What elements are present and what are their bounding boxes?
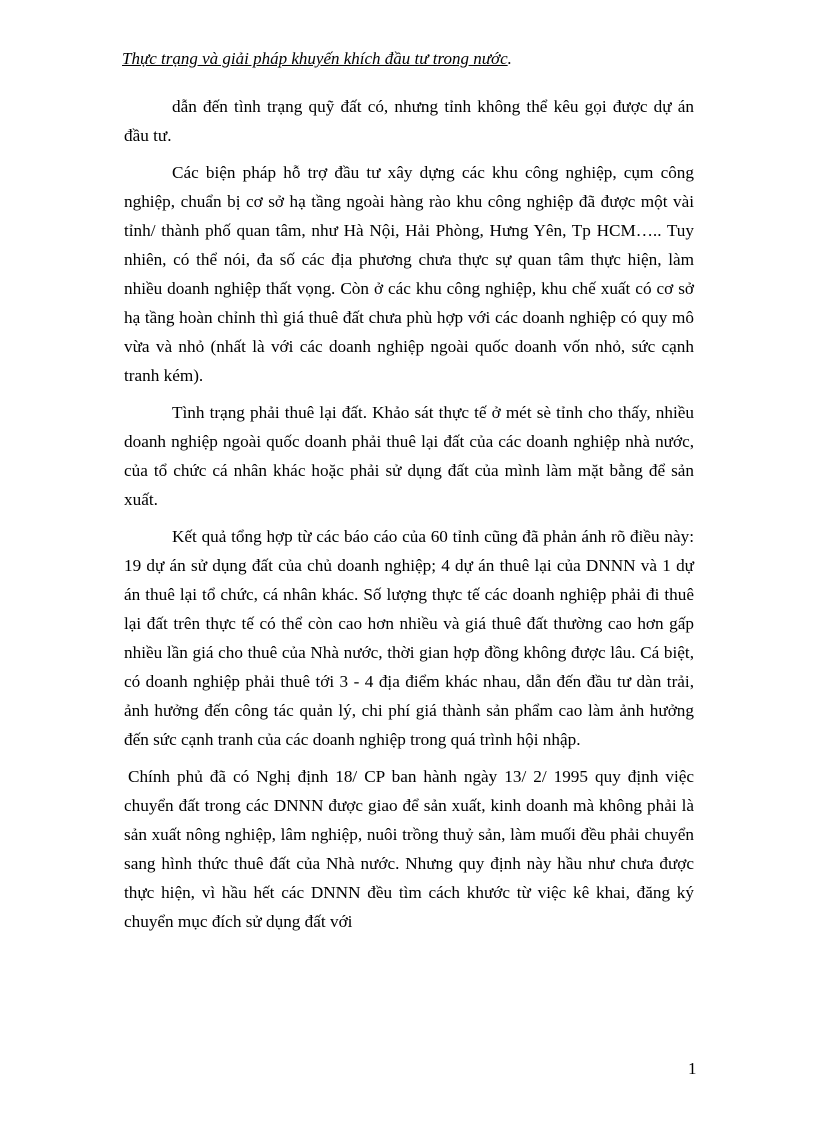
header-title: Thực trạng và giải pháp khuyến khích đầu tư trong nước xyxy=(122,49,508,68)
paragraph-infrastructure: Các biện pháp hỗ trợ đầu tư xây dựng các khu công nghiệp, cụm công nghiệp, chuẩn bị cơ sở hạ tầng ngoài hàng rào khu công nghiệp đã được một vài tỉnh/ thành phố quan tâm, như Hà Nội, Hải Phòng, Hưng Yên, Tp HCM….. Tuy nhiên, có thể nói, đa số các địa phương chưa thực sự quan tâm thực hiện, làm nhiều doanh nghiệp thất vọng. Còn ở các khu công nghiệp, khu chế xuất có cơ sở hạ tầng hoàn chỉnh thì giá thuê đất chưa phù hợp với các doanh nghiệp có quy mô vừa và nhỏ (nhất là với các doanh nghiệp ngoài quốc doanh vốn nhỏ, sức cạnh tranh kém). xyxy=(124,163,694,385)
paragraph-survey-results: Kết quả tổng hợp từ các báo cáo của 60 tỉnh cũng đã phản ánh rõ điều này: 19 dự án sử dụng đất của chủ doanh nghiệp; 4 dự án thuê lại của DNNN và 1 dự án thuê lại tổ chức, cá nhân khác. Số lượng thực tế các doanh nghiệp phải đi thuê lại đất trên thực tế có thể còn cao hơn nhiều và giá thuê đất thường cao hơn gấp nhiều lần giá cho thuê của Nhà nước, thời gian hợp đồng không được lâu. Cá biệt, có doanh nghiệp phải thuê tới 3 - 4 địa điểm khác nhau, dẫn đến đầu tư dàn trải, ảnh hưởng đến công tác quản lý, chi phí giá thành sản phẩm cao làm ảnh hưởng đến sức cạnh tranh của các doanh nghiệp trong quá trình hội nhập. xyxy=(124,527,694,749)
paragraph-land-lease: Tình trạng phải thuê lại đất. Khảo sát thực tế ở mét sè tỉnh cho thấy, nhiều doanh nghiệp ngoài quốc doanh phải thuê lại đất của các doanh nghiệp nhà nước, của tổ chức cá nhân khác hoặc phải sử dụng đất của mình làm mặt bằng để sản xuất. xyxy=(124,403,694,509)
header-suffix: . xyxy=(507,49,512,68)
running-header xyxy=(122,48,512,70)
page-number: 1 xyxy=(688,1059,697,1078)
body-text xyxy=(124,92,694,944)
paragraph-continuation: dẫn đến tình trạng quỹ đất có, nhưng tỉnh không thể kêu gọi được dự án đầu tư. xyxy=(124,97,694,145)
paragraph-decree: Chính phủ đã có Nghị định 18/ CP ban hành ngày 13/ 2/ 1995 quy định việc chuyển đất trong các DNNN được giao để sản xuất, kinh doanh mà không phải là sản xuất nông nghiệp, lâm nghiệp, nuôi trồng thuỷ sản, làm muối đều phải chuyển sang hình thức thuê đất của Nhà nước. Nhưng quy định này hầu như chưa được thực hiện, vì hầu hết các DNNN đều tìm cách khước từ việc kê khai, đăng ký chuyển mục đích sử dụng đất với xyxy=(124,767,694,931)
